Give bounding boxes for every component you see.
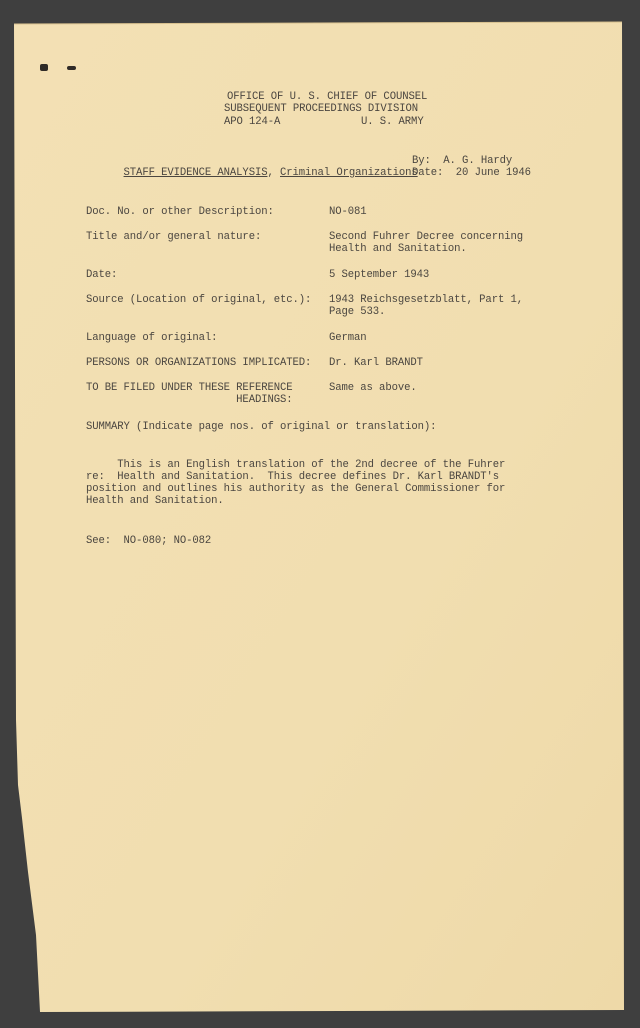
title-separator: , [267,167,274,179]
field-value-reference: Same as above. [329,382,417,394]
header-office: OFFICE OF U. S. CHIEF OF COUNSEL [227,91,428,103]
field-value-title: Second Fuhrer Decree concerning Health and Sanitation. [329,231,523,255]
field-value-persons: Dr. Karl BRANDT [329,357,423,369]
field-label-persons: PERSONS OR ORGANIZATIONS IMPLICATED: [86,357,312,369]
field-label-reference: TO BE FILED UNDER THESE REFERENCE HEADINGS: [86,382,293,406]
title-analysis: STAFF EVIDENCE ANALYSIS [123,167,268,179]
field-label-source: Source (Location of original, etc.): [86,294,312,306]
field-label-language: Language of original: [86,332,218,344]
header-division: SUBSEQUENT PROCEEDINGS DIVISION [224,103,418,115]
field-value-doc-no: NO-081 [329,206,367,218]
summary-heading: SUMMARY (Indicate page nos. of original or translation): [86,421,437,433]
header-army: U. S. ARMY [361,116,424,128]
field-value-source: 1943 Reichsgesetzblatt, Part 1, Page 533. [329,294,523,318]
field-label-date: Date: [86,269,118,281]
field-value-date: 5 September 1943 [329,269,430,281]
see-also: See: NO-080; NO-082 [86,535,212,547]
field-label-doc-no: Doc. No. or other Description: [86,206,274,218]
title-subject: Criminal Organizations [280,167,418,179]
document-title [86,155,418,191]
field-value-language: German [329,332,367,344]
header-apo: APO 124-A [224,116,281,128]
analysis-date-line: Date: 20 June 1946 [412,167,531,179]
field-label-title: Title and/or general nature: [86,231,262,243]
summary-body: This is an English translation of the 2nd decree of the Fuhrer re: Health and Sanitation. This decree defines Dr. Karl BRANDT's position and outlines his authority as the General Commissioner for Health and Sanitation. [86,459,506,507]
analyst-line: By: A. G. Hardy [412,155,513,167]
